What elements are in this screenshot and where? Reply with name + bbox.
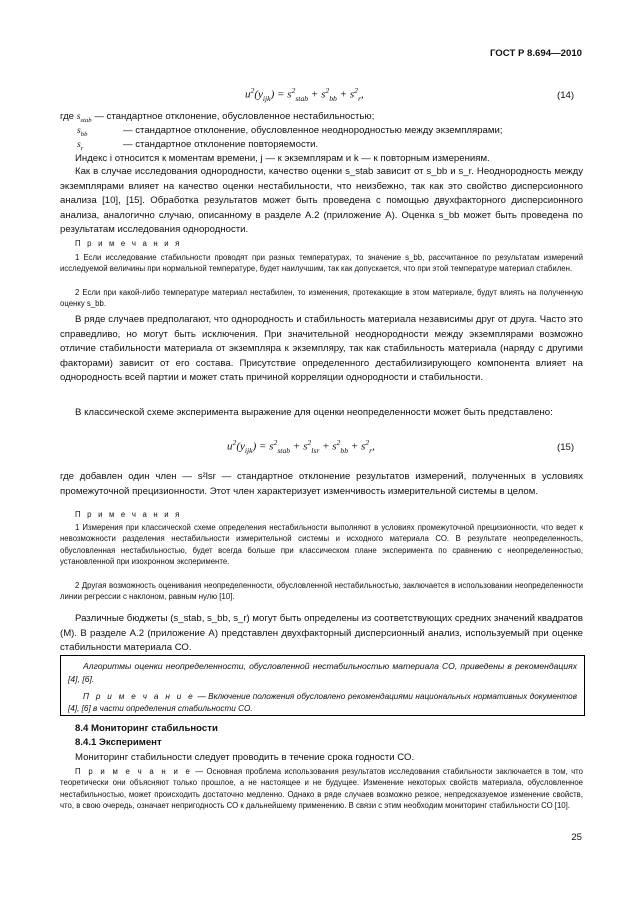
definition-s-r: $s_r$ — стандартное отклонение повторяемости. (77, 139, 319, 152)
standard-header: ГОСТ Р 8.694—2010 (490, 48, 582, 59)
paragraph-monitoring: Мониторинг стабильности следует проводить в течение срока годности СО. (75, 752, 415, 763)
page-number: 25 (571, 832, 582, 843)
paragraph-budgets: Различные бюджеты (s_stab, s_bb, s_r) могут быть определены из соответствующих средних значений квадратов (M). В разделе А.2 (приложение А) представлен двухфакторный дисперсионный анализ, используемый при оценке стабильности материала СО. (60, 613, 583, 654)
equation-14-number: (14) (557, 90, 575, 101)
equation-14: $u^2(y_{ijk}) = s^2_{stab} + s^2_{bb} + s^2_r$, (245, 86, 364, 103)
index-note: Индекс i относится к моментам времени, j — к экземплярам и k — к повторным измерениям. (75, 153, 490, 164)
boxed-main-text: Алгоритмы оценки неопределенности, обусловленной нестабильностью материала СО, приведены в рекомендациях [4], [6]. (68, 661, 577, 684)
note-2-1: 1 Измерения при классической схеме определения нестабильности выполняют в условиях промежуточной прецизионности, что ведет к невозможности разделения нестабильности измерительной системы и исходного материала СО. В результате неопределенность, обусловленная нестабильностью, будет всегда больше при классическом плане эксперимента по сравнению с неопределенностью, установленной при изохронном эксперименте. (60, 523, 583, 566)
paragraph-independence: В ряде случаев предполагают, что однородность и стабильность материала независимы друг от друга. Часто это справедливо, но могут быть исключения. При значительной неоднородности между экземплярами возможно отличие стабильности материала от экземпляра к экземпляру, так как стабильность материала (наряду с другими факторами) зависит от его состава. Присутствие определенного дестабилизирующего компонента влияет на однородность всей партии и может стать причиной корреляции однородности и стабильности. (60, 314, 583, 384)
definition-s-bb: $s_{bb}$ — стандартное отклонение, обусловленное неоднородностью между экземплярами; (77, 125, 503, 138)
section-8-4-heading: 8.4 Мониторинг стабильности (75, 723, 218, 734)
paragraph-quality: Как в случае исследования однородности, качество оценки s_stab зависит от s_bb и s_r. Неоднородность между экземплярами влияет на качество оценки нестабильности, что неизбежно, так как это свойство дисперсионного анализа [10], [15]. Обработка результатов может быть проведена с помощью двухфакторного дисперсионного анализа, аналогично случаю, описанному в разделе А.2 (приложение А). Оценка s_bb может быть проведена по результатам исследования однородности. (60, 166, 583, 236)
final-note: П р и м е ч а н и е — Основная проблема использования результатов исследования стабильности заключается в том, что теоретически они объясняют только прошлое, а не настоящее и не будущее. Изменение некоторых свойств материала, обусловленное нестабильностью, может происходить достаточно медленно. Однако в ряде случаев возможно резкое, непредсказуемое изменение свойств, что, в свою очередь, означает непригодность СО к дальнейшему применению. В связи с этим необходим мониторинг стабильности СО [10]. (60, 767, 583, 810)
boxed-national-note (60, 655, 585, 716)
equation-15: $u^2(y_{ijk}) = s^2_{stab} + s^2_{lsr} + s^2_{bb} + s^2_r$, (227, 438, 375, 455)
note-2-2: 2 Другая возможность оценивания неопределенности, обусловленной нестабильностью, заключается в использовании неопределенности линии регрессии с наклоном, равным нулю [10]. (60, 581, 583, 602)
notes-title-1: П р и м е ч а н и я (75, 239, 182, 248)
note-1-1: 1 Если исследование стабильности проводят при разных температурах, то значение s_bb, рассчитанное по результатам измерений исследуемой величины при нормальной температуре, будет наилучшим, так как допускается, что при этой температуре материал стабилен. (60, 253, 583, 274)
boxed-note: П р и м е ч а н и е — Включение положения обусловлено рекомендациями национальных нормативных документов [4], [6] в части определения стабильности СО. (68, 692, 577, 713)
note-1-2: 2 Если при какой-либо температуре материал нестабилен, то изменения, протекающие в этом материале, будут влиять на полученную оценку s_bb. (60, 288, 583, 309)
notes-title-2: П р и м е ч а н и я (75, 510, 182, 519)
equation-15-number: (15) (557, 442, 575, 453)
paragraph-classic-scheme: В классической схеме эксперимента выражение для оценки неопределенности может быть представлено: (75, 407, 553, 418)
definition-s-stab: где $s_{stab}$ — стандартное отклонение, обусловленное нестабильностью; (60, 111, 375, 124)
paragraph-added-term: где добавлен один член — s²lsr — стандартное отклонение результатов измерений, полученных в условиях промежуточной прецизионности. Этот член характеризует изменчивость измерительной системы в целом. (60, 471, 583, 497)
section-8-4-1-heading: 8.4.1 Эксперимент (75, 737, 162, 748)
